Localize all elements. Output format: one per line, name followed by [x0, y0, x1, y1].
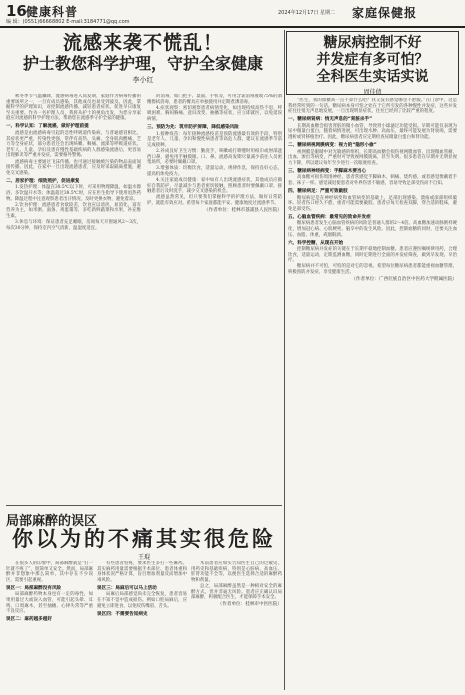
right-article-body [288, 98, 457, 688]
paragraph: 控制糖尿病并发症的关键在于长期平稳地控制血糖。患者应遵医嘱规律用药，合理饮食，适量运动，定期监测血糖，同时定期进行全面的并发症筛查，做到早发现、早治疗。 [288, 247, 457, 264]
paragraph: 流感病毒主要通过飞沫传播，也可通过接触被污染的物品表面间接传播。因此，在家中一旦出现流感患者，应及时采取隔离措施，避免交叉感染。 [6, 159, 141, 176]
paragraph: 1.接种疫苗：每年接种流感疫苗是预防流感最有效的手段，特别是老年人、儿童、孕妇和慢性病患者等高危人群，建议在流感季节前完成接种。 [147, 131, 282, 148]
paragraph: 局部麻醉药物本身也有一定的毒性，如果用量过大或误入血管，可能引起头晕、耳鸣、口周麻木，甚至抽搐、心律失常等严重不良反应。 [6, 592, 93, 615]
lead-headline [4, 32, 282, 89]
lead-subtitle: 护士教您科学护理，守护全家健康 [22, 54, 263, 73]
subheading: 二、糖尿病视网膜病变：视力的“隐形小偷” [288, 143, 377, 149]
subheading: 误区一：局部麻醉没有风险 [6, 585, 62, 591]
subheading: 误区三：局麻后可以马上活动 [97, 585, 157, 591]
section-divider [6, 505, 282, 506]
subheading: 三、糖尿病神经病变：手脚麻木要当心 [288, 168, 367, 174]
section-name: 健康科普 [26, 5, 79, 19]
paragraph: 2.饮食护理：流感患者食欲较差，饮食应以清淡、易消化、富有营养为主，如米粥、面条、鸡蛋羹等，多吃新鲜蔬菜和水果，补充维生素。 [6, 202, 141, 219]
author-affiliation: （作者单位：桂林市中医医院） [217, 602, 282, 608]
lower-column-3 [191, 561, 282, 689]
lower-kicker: 局部麻醉的误区 [6, 514, 98, 529]
paragraph: 3.休息与环境：保证患者充足睡眠，房间每天开窗通风2～3次，每次30分钟，保持室内空气清新，温湿度适宜。 [6, 220, 141, 231]
right-title-line3: 全科医生实话实说 [316, 69, 429, 85]
lower-column-1 [6, 561, 93, 689]
paragraph: 2.养成良好卫生习惯：勤洗手，咳嗽或打喷嚏时用纸巾或肘部遮挡口鼻，避免用手触摸眼、口、鼻。流感高发期尽量减少前往人员密集场所，必要时佩戴口罩。 [147, 148, 282, 166]
right-title-line1: 糖尿病控制不好 [323, 35, 422, 51]
right-title-line2: 并发症有多可怕？ [316, 52, 429, 68]
paragraph: 糖尿病患者发生心脑血管疾病的风险是普通人群的2～4倍。高血糖加速动脉粥样硬化，增加冠心病、心肌梗死、脑卒中的发生风险。因此，控制血糖的同时，还要关注血压、血脂、体重，戒烟限酒。 [288, 221, 457, 238]
paragraph: 流感虽然常见，但只要我们掌握科学的护理方法，做好日常防护，就能有效应对。希望每个家庭都能平安、健康地度过流感季节。 [147, 195, 282, 207]
paragraph: 视网膜是眼睛中对光敏感的组织，长期高血糖会损伤视网膜血管，出现微血管瘤、出血、渗出等病变，严重时可导致视网膜脱离，甚至失明。很多患者在早期并无明显视力下降，所以建议每年至少进行一次眼底检查。 [288, 149, 457, 166]
issue-date: 2024年12月17日 星期二 [278, 10, 336, 16]
column-divider [284, 30, 285, 690]
newspaper-name: 家庭保健报 [352, 6, 418, 20]
subheading: 三、预防为先：筑牢防护屏障，降低感染风险 [147, 125, 239, 131]
paragraph: 3.增强体质：均衡饮食，适量运动，规律作息，保持良好心态，提高机体免疫力。 [147, 166, 282, 177]
paragraph: 长期高血糖会损害肾脏的微小血管，导致肾小球滤过功能受损。早期可能仅表现为尿中微量白蛋白，随着病情进展，可出现水肿、高血压，最终可能发展为肾衰竭，需要透析或肾移植治疗。因此，糖尿病患者应定期检查尿微量白蛋白和肾功能。 [288, 123, 457, 140]
lead-column-1 [6, 94, 141, 502]
paragraph: “医生，我的血糖高一点不算什么吧？我又没有感觉哪里不舒服。”在门诊中，这是我经常听到的一句话。糖尿病本身可怕之处在于它所引发的各种慢性并发症，这些并发症往往悄无声息地发展，一旦出现明显症状，往往已经到了比较严重的程度。 [288, 98, 457, 115]
paragraph: 术前患者应如实告知医生自己的过敏史、用药史和基础疾病，特别是心脏病、高血压、肝肾功能不全等，以便医生选择合适的麻醉药物和剂量。 [191, 561, 282, 583]
page-header [0, 0, 465, 26]
lead-column-2 [147, 94, 282, 502]
subheading: 四、糖尿病足：严重可致截肢 [288, 189, 348, 195]
paragraph: 局麻后局部感觉尚未完全恢复，患者容易在不知不觉中造成损伤。例如口腔局麻后，应避免立即进食，以免咬伤嘴唇、舌头。 [97, 592, 187, 609]
lower-column-2 [97, 561, 187, 689]
paragraph: 的消毒，如门把手、桌面、手机等，可用含氯消毒液或75%的酒精擦拭消毒，患者的餐具应单独使用并定期煮沸消毒。 [147, 94, 282, 105]
subheading: 一、科学认知：了解流感，做好护理前提 [6, 124, 89, 130]
subheading: 六、科学控糖，从现在开始 [288, 240, 344, 246]
paragraph: 有些患者怕疼，要求医生多打一些麻药。其实麻药用量需要根据手术部位、患者体重和身体状况严格计算，盲目增加剂量反而增加中毒风险。 [97, 561, 187, 583]
right-author: 周佳倩 [363, 89, 382, 96]
lower-author: 王琨 [137, 554, 150, 561]
paragraph: 糖尿病足是在神经病变和血管病变的基础上，足部出现感染、溃疡或深部组织破坏。轻者伤口经久不愈，重者可能需要截肢。患者应每天检查双脚，穿合适的鞋袜，避免足部受伤。 [288, 195, 457, 212]
subheading: 误区二：麻药越多越好 [6, 617, 52, 623]
subheading: 一、糖尿病肾病：悄无声息的“肾脏杀手” [288, 117, 373, 123]
subheading: 二、居家护理：细致照护，促进康复 [6, 178, 80, 184]
paragraph: 4.关注家庭成员健康：家中如有人出现流感症状，其他成员应做好自我防护，尽量减少与患者密切接触，照顾患者时要佩戴口罩，接触患者后及时洗手，减少交叉感染的机会。 [147, 178, 282, 195]
paragraph: 糖尿病并不可怕，可怕的是对它的忽视。希望每位糖尿病患者都能重视血糖管理，积极预防并发症，享受健康生活。 [288, 264, 457, 276]
paragraph: 流感是由流感病毒引起的急性呼吸道传染病，与普通感冒相比，其症状更严重，传染性更强，常伴有高热、头痛、全身肌肉酸痛、乏力等全身症状，部分患者还会出现咳嗽、咽痛、流涕等呼吸道症状。老年人、儿童、孕妇及患有慢性基础疾病的人群感染流感后，更容易出现肺炎等严重并发症，需要格外警惕。 [6, 130, 141, 159]
subheading: 误区四：不需要告知病史 [97, 611, 148, 617]
paragraph: 总之，局部麻醉虽然是一种相对安全的麻醉方式，但并非毫无风险。患者应正确认识局部麻醉，积极配合医生，才能保障手术安全。 [191, 583, 282, 601]
author-affiliation: （作者单位：桂林市荔浦县人民医院） [203, 208, 282, 214]
paragraph: 在很多人的印象中，局部麻醉就是“打一针就不疼了”，既简单又安全。然而，局部麻醉并非想象中那么简单，其中存在不少误区，需要引起重视。 [6, 561, 93, 583]
paragraph: 高血糖可损伤周围神经，患者常感觉手脚麻木、刺痛、烧灼感，或者感觉像戴着手套、袜子一样。感觉减退使患者对外界伤害不敏感，容易导致足部受伤而不自知。 [288, 175, 457, 186]
editor-contact: 编 辑：(0551)66668802 E-mail:3184771@qq.com [6, 19, 130, 25]
author-affiliation: （作者单位：广西壮族自治区中医药大学附属医院） [351, 277, 457, 283]
right-headline-box [286, 31, 459, 95]
paragraph: 4.症状观察：密切观察患者病情变化，如出现持续高热不退、呼吸困难、胸闷胸痛、意识改变、抽搐等症状，应立即就医，以免延误病情。 [147, 105, 282, 122]
paragraph: 1.发热护理：体温在38.5℃以下时，可采用物理降温，如温水擦浴、多饮温开水等；体温超过38.5℃时，应在医生指导下使用退热药物。降温过程中注意观察患者出汗情况，及时更换衣物，避免着凉。 [6, 185, 141, 202]
lower-title: 你以为的不痛其实很危险 [12, 526, 276, 551]
paragraph: 秋冬季节气温骤降，流感病毒进入高发期，家庭作为病毒传播的重要场所之一，一旦有成员感染，其他成员也易受到波及。因此，掌握科学的护理知识，对控制流感传播、减轻患者症状、促进早日康复至关重要。作为一名护理人员，我将从护士的视角出发，为您分享家庭应对流感的科学护理方法，帮助您在流感季守护全家的健康。 [6, 94, 141, 122]
header-rule [0, 26, 465, 28]
page-number: 16 [6, 2, 27, 20]
lead-title: 流感来袭不慌乱！ [62, 32, 223, 54]
subheading: 五、心脑血管疾病：最常见的致命并发症 [288, 214, 371, 220]
lead-author: 李小红 [132, 76, 154, 84]
